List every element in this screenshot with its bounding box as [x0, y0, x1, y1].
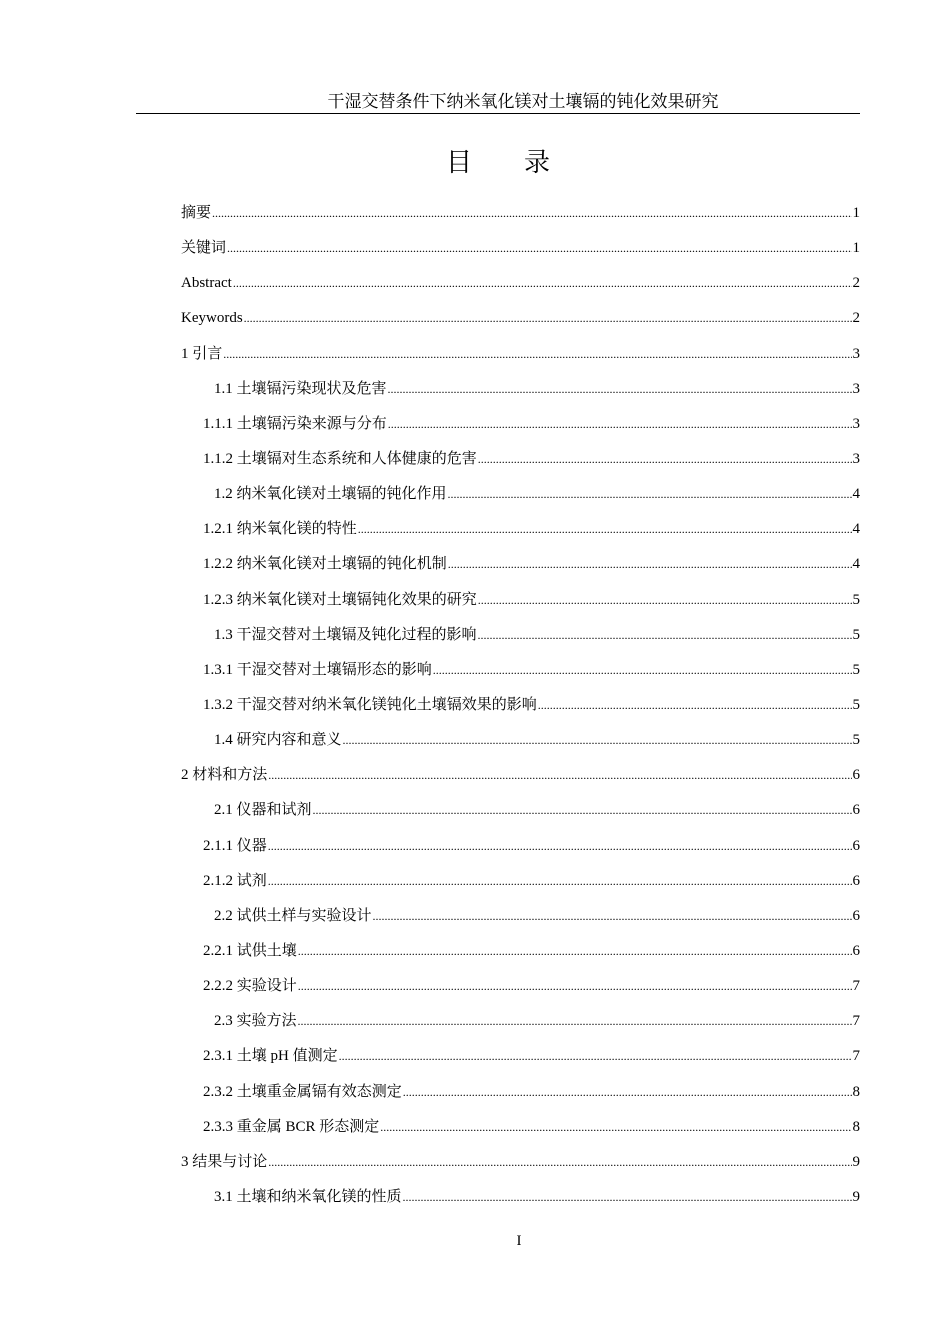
toc-entry[interactable]	[181, 477, 860, 512]
toc-entry[interactable]	[181, 301, 860, 336]
toc-leader-dots	[403, 1180, 852, 1215]
header-divider	[136, 113, 860, 114]
toc-entry-label: 1.3 干湿交替对土壤镉及钝化过程的影响	[214, 626, 477, 643]
toc-entry-page: 6	[852, 837, 860, 854]
toc-leader-dots	[268, 758, 851, 793]
toc-entry[interactable]	[181, 864, 860, 899]
toc-entry[interactable]	[181, 372, 860, 407]
toc-entry-page: 1	[852, 205, 860, 221]
toc-entry[interactable]	[181, 934, 860, 969]
toc-entry-label: 1.1.2 土壤镉对生态系统和人体健康的危害	[203, 450, 477, 467]
toc-entry-page: 3	[852, 450, 860, 467]
toc-entry-page: 6	[852, 767, 860, 784]
toc-leader-dots	[380, 1110, 851, 1145]
toc-leader-dots	[298, 934, 852, 969]
toc-entry[interactable]	[181, 1110, 860, 1145]
table-of-contents	[181, 196, 860, 1215]
toc-entry-label: 2.1 仪器和试剂	[214, 802, 312, 819]
toc-entry[interactable]	[181, 688, 860, 723]
toc-leader-dots	[298, 1004, 852, 1039]
toc-leader-dots	[212, 196, 851, 231]
toc-entry[interactable]	[181, 407, 860, 442]
toc-entry[interactable]	[181, 758, 860, 793]
toc-leader-dots	[388, 372, 852, 407]
toc-entry-page: 9	[852, 1153, 860, 1170]
toc-entry-label: 2.1.2 试剂	[203, 872, 267, 889]
toc-entry-page: 3	[852, 380, 860, 397]
toc-entry-label: 1.4 研究内容和意义	[214, 732, 342, 749]
toc-entry-page: 6	[852, 872, 860, 889]
toc-leader-dots	[233, 266, 852, 301]
toc-entry-page: 5	[852, 626, 860, 643]
toc-entry[interactable]	[181, 512, 860, 547]
toc-entry[interactable]	[181, 231, 860, 266]
toc-leader-dots	[268, 1145, 851, 1180]
toc-leader-dots	[373, 899, 852, 934]
toc-entry-page: 8	[852, 1118, 860, 1135]
toc-leader-dots	[313, 793, 852, 828]
toc-leader-dots	[448, 477, 852, 512]
toc-entry[interactable]	[181, 1039, 860, 1074]
toc-leader-dots	[478, 583, 852, 618]
toc-leader-dots	[478, 442, 852, 477]
toc-leader-dots	[538, 688, 852, 723]
toc-entry-label: 2.2 试供土样与实验设计	[214, 907, 372, 924]
toc-entry-label: 2.3.2 土壤重金属镉有效态测定	[203, 1083, 402, 1100]
toc-entry[interactable]	[181, 266, 860, 301]
toc-entry-page: 8	[852, 1083, 860, 1100]
toc-title-char: 目	[445, 148, 472, 178]
toc-entry[interactable]	[181, 547, 860, 582]
toc-entry[interactable]	[181, 899, 860, 934]
toc-entry-page: 3	[852, 345, 860, 362]
toc-entry-page: 7	[852, 978, 860, 995]
toc-leader-dots	[223, 337, 851, 372]
toc-entry[interactable]	[181, 337, 860, 372]
toc-entry-page: 2	[852, 275, 860, 292]
toc-leader-dots	[244, 301, 852, 336]
toc-entry-page: 4	[852, 521, 860, 538]
toc-entry-page: 6	[852, 942, 860, 959]
toc-entry[interactable]	[181, 1004, 860, 1039]
toc-entry-label: 1 引言	[181, 345, 223, 362]
toc-title	[0, 147, 950, 179]
toc-entry-label: Keywords	[181, 310, 243, 327]
toc-entry-label: 1.1 土壤镉污染现状及危害	[214, 380, 387, 397]
toc-entry[interactable]	[181, 969, 860, 1004]
page-number: I	[516, 1233, 522, 1249]
toc-entry[interactable]	[181, 618, 860, 653]
toc-leader-dots	[358, 512, 852, 547]
toc-entry-page: 4	[852, 556, 860, 573]
toc-leader-dots	[343, 723, 852, 758]
toc-entry-page: 9	[852, 1188, 860, 1205]
toc-entry-label: 1.3.1 干湿交替对土壤镉形态的影响	[203, 661, 432, 678]
toc-entry-label: 3 结果与讨论	[181, 1153, 268, 1170]
toc-entry[interactable]	[181, 723, 860, 758]
toc-entry-label: 1.2 纳米氧化镁对土壤镉的钝化作用	[214, 486, 447, 503]
toc-entry[interactable]	[181, 1075, 860, 1110]
toc-entry-page: 5	[852, 732, 860, 749]
toc-leader-dots	[298, 969, 852, 1004]
toc-entry-label: 2.2.2 实验设计	[203, 978, 297, 995]
running-header: 干湿交替条件下纳米氧化镁对土壤镉的钝化效果研究	[327, 92, 719, 111]
toc-leader-dots	[227, 231, 851, 266]
toc-title-char: 录	[524, 148, 551, 178]
toc-entry-page: 4	[852, 486, 860, 503]
toc-entry-label: 3.1 土壤和纳米氧化镁的性质	[214, 1188, 402, 1205]
toc-entry-label: 1.3.2 干湿交替对纳米氧化镁钝化土壤镉效果的影响	[203, 696, 537, 713]
toc-entry-page: 6	[852, 907, 860, 924]
toc-entry[interactable]	[181, 196, 860, 231]
toc-entry[interactable]	[181, 1145, 860, 1180]
toc-entry-label: 1.2.3 纳米氧化镁对土壤镉钝化效果的研究	[203, 591, 477, 608]
toc-leader-dots	[403, 1075, 852, 1110]
toc-entry-page: 2	[852, 310, 860, 327]
toc-entry-label: 1.1.1 土壤镉污染来源与分布	[203, 415, 387, 432]
toc-entry-label: 2 材料和方法	[181, 767, 268, 784]
toc-entry-page: 3	[852, 415, 860, 432]
toc-leader-dots	[388, 407, 852, 442]
toc-leader-dots	[478, 618, 852, 653]
toc-entry[interactable]	[181, 1180, 860, 1215]
toc-leader-dots	[448, 547, 852, 582]
toc-entry-page: 5	[852, 591, 860, 608]
toc-leader-dots	[268, 864, 852, 899]
toc-leader-dots	[433, 653, 852, 688]
toc-entry-page: 5	[852, 661, 860, 678]
toc-entry-label: 2.3.1 土壤 pH 值测定	[203, 1048, 338, 1065]
toc-entry-label: Abstract	[181, 275, 232, 292]
toc-entry[interactable]	[181, 442, 860, 477]
toc-leader-dots	[268, 829, 852, 864]
toc-entry[interactable]	[181, 829, 860, 864]
toc-entry-page: 6	[852, 802, 860, 819]
toc-entry-label: 1.2.2 纳米氧化镁对土壤镉的钝化机制	[203, 556, 447, 573]
toc-entry-page: 5	[852, 696, 860, 713]
toc-entry-label: 1.2.1 纳米氧化镁的特性	[203, 521, 357, 538]
toc-entry-page: 7	[852, 1048, 860, 1065]
toc-entry-page: 1	[852, 240, 860, 257]
toc-entry-label: 2.3 实验方法	[214, 1013, 297, 1030]
toc-entry-page: 7	[852, 1013, 860, 1030]
toc-entry-label: 2.3.3 重金属 BCR 形态测定	[203, 1118, 380, 1135]
toc-entry[interactable]	[181, 583, 860, 618]
toc-leader-dots	[339, 1039, 852, 1074]
toc-entry-label: 2.1.1 仪器	[203, 837, 267, 854]
toc-entry[interactable]	[181, 793, 860, 828]
toc-entry-label: 摘要	[181, 205, 212, 221]
toc-entry[interactable]	[181, 653, 860, 688]
toc-entry-label: 关键词	[181, 240, 227, 257]
toc-entry-label: 2.2.1 试供土壤	[203, 942, 297, 959]
